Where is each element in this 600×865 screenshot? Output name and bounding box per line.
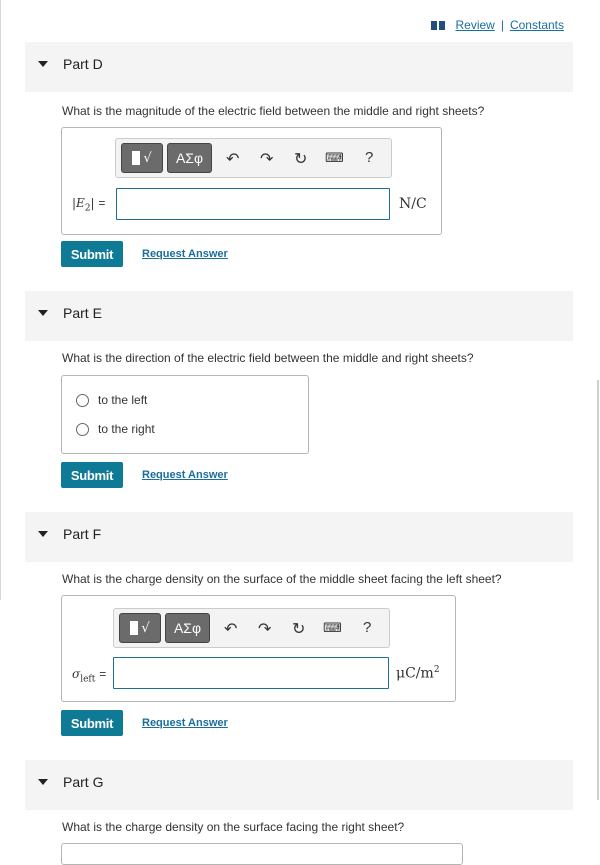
scrollbar[interactable] [597, 380, 599, 800]
greek-symbols-button[interactable]: ΑΣφ [167, 143, 212, 173]
part-e-question: What is the direction of the electric field between the middle and right sheets? [62, 351, 474, 365]
fraction-icon [132, 151, 140, 165]
part-g-label: Part G [63, 774, 104, 790]
radio-button[interactable] [76, 423, 89, 436]
option-to-the-left[interactable] [76, 393, 147, 407]
reset-icon[interactable]: ↻ [294, 151, 308, 168]
greek-symbols-button[interactable]: ΑΣφ [165, 613, 210, 643]
fraction-icon [130, 621, 138, 635]
part-f-request-answer-link[interactable]: Request Answer [142, 717, 228, 729]
chevron-down-icon [38, 61, 48, 67]
part-e-header[interactable] [25, 291, 573, 341]
part-f-submit-button[interactable]: Submit [61, 710, 123, 736]
part-g-header[interactable] [25, 760, 573, 810]
keyboard-icon[interactable]: ⌨ [323, 620, 342, 635]
reset-icon[interactable]: ↻ [292, 621, 306, 638]
review-link[interactable]: Review [455, 18, 495, 32]
sigma-left-answer-input[interactable] [113, 657, 389, 689]
left-divider [0, 0, 1, 600]
templates-button[interactable] [121, 143, 163, 173]
option-label: to the left [98, 393, 148, 407]
part-d-question: What is the magnitude of the electric field between the middle and right sheets? [62, 104, 485, 118]
option-label: to the right [98, 422, 155, 436]
part-g-question: What is the charge density on the surface facing the right sheet? [62, 820, 405, 834]
e2-answer-input[interactable] [116, 188, 390, 220]
part-d-label: Part D [63, 56, 103, 72]
chevron-down-icon [38, 310, 48, 316]
part-e-request-answer-link[interactable]: Request Answer [142, 469, 228, 481]
part-g-answer-box [61, 843, 463, 865]
part-f-header[interactable] [25, 512, 573, 562]
part-f-label: Part F [63, 526, 102, 542]
sqrt-icon: √ [141, 620, 150, 636]
redo-icon[interactable]: ↷ [258, 621, 272, 638]
part-f-question: What is the charge density on the surface of the middle sheet facing the left sheet? [62, 572, 502, 586]
help-icon[interactable]: ? [363, 619, 372, 636]
templates-button[interactable] [119, 613, 161, 643]
chevron-down-icon [38, 779, 48, 785]
part-e-options-box [61, 375, 309, 454]
book-icon [431, 21, 445, 30]
help-icon[interactable]: ? [365, 149, 374, 166]
part-d-answer-box [61, 127, 442, 235]
undo-icon[interactable]: ↶ [226, 151, 240, 168]
math-toolbar [113, 608, 390, 648]
undo-icon[interactable]: ↶ [224, 621, 238, 638]
part-d-header[interactable] [25, 42, 573, 92]
part-e-submit-button[interactable]: Submit [61, 462, 123, 488]
keyboard-icon[interactable]: ⌨ [325, 150, 344, 165]
e2-variable-label: $|E_2|$ = [72, 196, 106, 214]
math-toolbar [115, 138, 392, 178]
part-d-request-answer-link[interactable]: Request Answer [142, 248, 228, 260]
unit-label: N/C [399, 196, 427, 212]
sigma-left-variable-label: $\sigma_{left}$ = [72, 667, 107, 685]
chevron-down-icon [38, 531, 48, 537]
link-separator: | [500, 18, 504, 32]
unit-label: $\mu C/m^2$ [396, 665, 440, 682]
part-e-label: Part E [63, 305, 102, 321]
part-d-submit-button[interactable]: Submit [61, 241, 123, 267]
radio-button[interactable] [76, 394, 89, 407]
top-links [431, 18, 564, 32]
redo-icon[interactable]: ↷ [260, 151, 274, 168]
constants-link[interactable]: Constants [509, 18, 564, 32]
part-f-answer-box [61, 595, 456, 702]
option-to-the-right[interactable] [76, 422, 155, 436]
sqrt-icon: √ [143, 150, 152, 166]
